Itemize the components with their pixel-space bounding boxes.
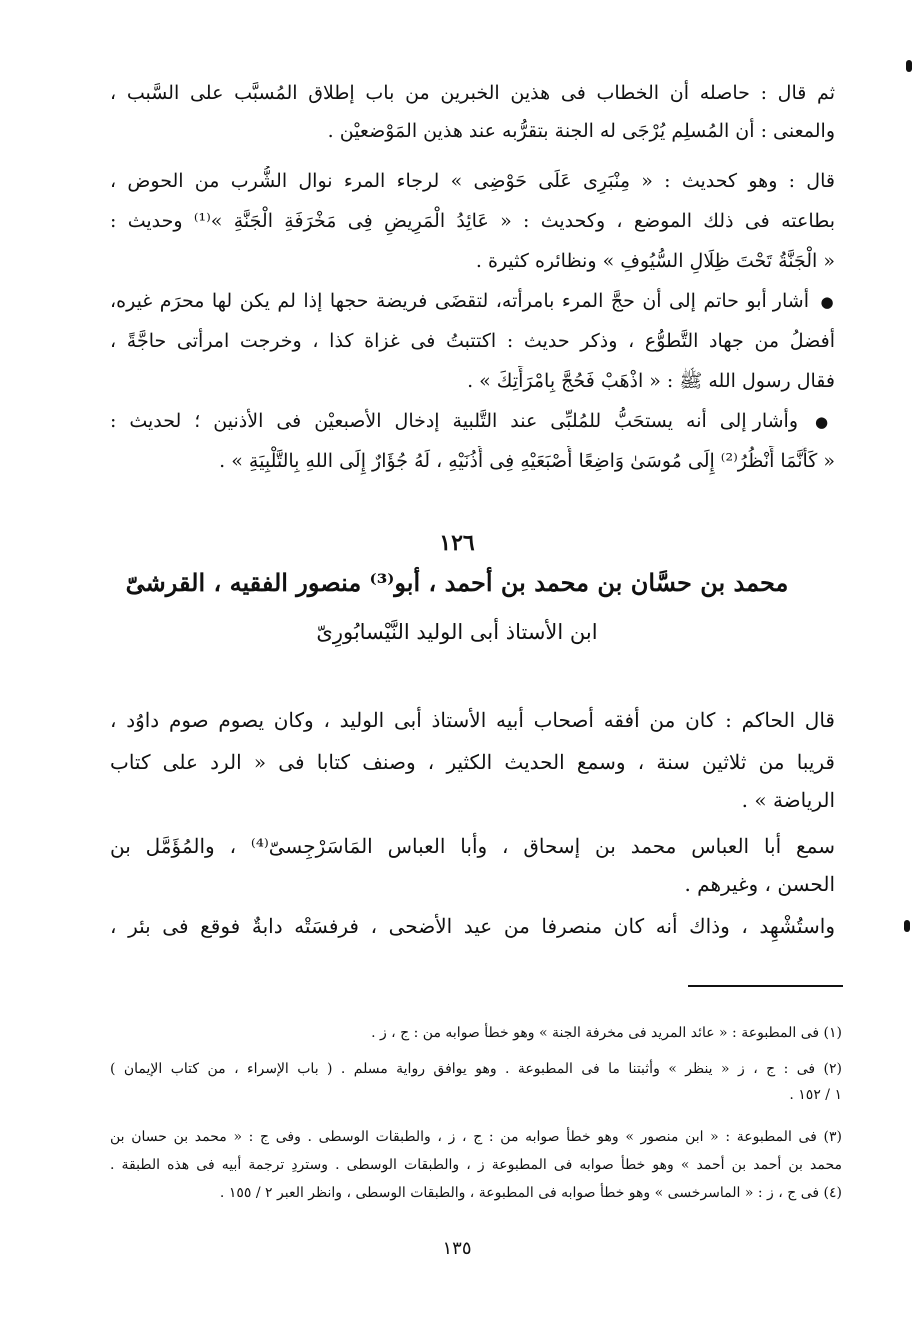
text-line: ثم قال : حاصله أن الخطاب فى هذين الخبرين من باب إطلاق المُسبَّب على السَّبب ،: [110, 82, 835, 104]
page-edge-mark-top: [906, 60, 912, 72]
text-line: قريبا من ثلاثين سنة ، وسمع الحديث الكثير ، وصنف كتابا فى « الرد على كتاب: [110, 750, 835, 774]
bullet-icon: ●: [814, 413, 835, 431]
text-line: قال : وهو كحديث : « مِنْبَرِى عَلَى حَوْضِى » لرجاء المرء نوال الشُّرب من الحوض ،: [110, 170, 835, 192]
footnote: محمد بن أحمد بن أحمد » وهو خطأ صوابه فى المطبوعة ز ، والطبقات الوسطى . وستردِ ترجمة أبيه فى هذه الطبقة .: [110, 1157, 842, 1173]
footnote: (١) فى المطبوعة : « عائد المريد فى مخرفة الجنة » وهو خطأ صوابه من : ج ، ز .: [371, 1025, 842, 1041]
entry-number: ١٢٦: [439, 530, 475, 556]
text-line: سمع أبا العباس محمد بن إسحاق ، وأبا العباس المَاسَرْجِسىّ⁽⁴⁾ ، والمُؤَمَّل بن: [110, 834, 835, 858]
page-number: ١٣٥: [442, 1238, 472, 1259]
text-line: بطاعته فى ذلك الموضع ، وكحديث : « عَائِدُ الْمَرِيضِ فِى مَخْرَفَةِ الْجَنَّةِ »⁽¹⁾ وحديث :: [110, 210, 835, 232]
text-line: « كَأَنَّمَا أَنْظُرُ⁽²⁾ إِلَى مُوسَىٰ وَاضِعًا أُصْبَعَيْهِ فِى أُذُنَيْهِ ، لَهُ جُؤَارٌ إِلَى اللهِ بِالتَّلْبِيَةِ » .: [219, 450, 835, 472]
text-line: قال الحاكم : كان من أفقه أصحاب أبيه الأستاذ أبى الوليد ، وكان يصوم صوم داوُد ،: [110, 708, 835, 732]
text-line: والمعنى : أن المُسلِم يُرْجَى له الجنة بتقرُّبه عند هذين المَوْضعيْن .: [327, 120, 835, 142]
footnote: (٢) فى : ج ، ز « ينظر » وأثبتنا ما فى المطبوعة . وهو يوافق رواية مسلم . ( باب الإسراء ، من كتاب الإيمان ): [110, 1061, 842, 1077]
footnote: (٤) فى ج ، ز : « الماسرخسى » وهو خطأ صوابه فى المطبوعة ، والطبقات الوسطى ، وانظر العبر ٢ / ١٥٥ .: [219, 1185, 842, 1201]
text-line: الحسن ، وغيرهم .: [684, 872, 835, 896]
text-line: « الْجَنَّةُ تَحْتَ ظِلَالِ السُّيُوفِ » ونظائره كثيرة .: [475, 250, 835, 272]
footnote: ١ / ١٥٢ .: [789, 1087, 842, 1103]
entry-subtitle: ابن الأستاذ أبى الوليد النَّيْسابُورِىّ: [316, 620, 598, 644]
entry-title: محمد بن حسَّان بن محمد بن أحمد ، أبو⁽³⁾ منصور الفقيه ، القرشىّ: [125, 568, 789, 597]
bullet-text: أشار أبو حاتم إلى أن حجَّ المرء بامرأته، لتقضَى فريضة حجها إذا لم يكن لها محرَم غيره،: [110, 290, 809, 312]
bullet-paragraph-line: [110, 406, 835, 438]
text-line: واستُشْهِد ، وذاك أنه كان منصرفا من عيد الأضحى ، فرفسَتْه دابةٌ فوقع فى بئر ،: [110, 914, 835, 938]
text-line: الرياضة » .: [741, 788, 835, 812]
top-section: [110, 78, 835, 498]
page-edge-mark-bottom: [904, 920, 910, 932]
text-line: فقال رسول الله ﷺ : « اذْهَبْ فَحُجَّ بِامْرَأَتِكَ » .: [467, 370, 835, 392]
bullet-text: وأشار إلى أنه يستحَبُّ للمُلبِّى عند التَّلبية إدخال الأصبعيْن فى الأذنين ؛ لحديث :: [110, 410, 799, 432]
footnote: (٣) فى المطبوعة : « ابن منصور » وهو خطأ صوابه من : ج ، ز ، والطبقات الوسطى . وفى ج : « محمد بن حسان بن: [110, 1129, 842, 1145]
bullet-icon: ●: [820, 293, 835, 311]
footnote-separator: [688, 985, 843, 987]
entry-body: [110, 705, 835, 945]
bullet-paragraph-line: [110, 286, 835, 318]
text-line: أفضلُ من جهاد التَّطوُّع ، وذكر حديث : اكتتبتُ فى غزاة كذا ، وخرجت امرأتى حاجَّةً ،: [110, 330, 835, 352]
